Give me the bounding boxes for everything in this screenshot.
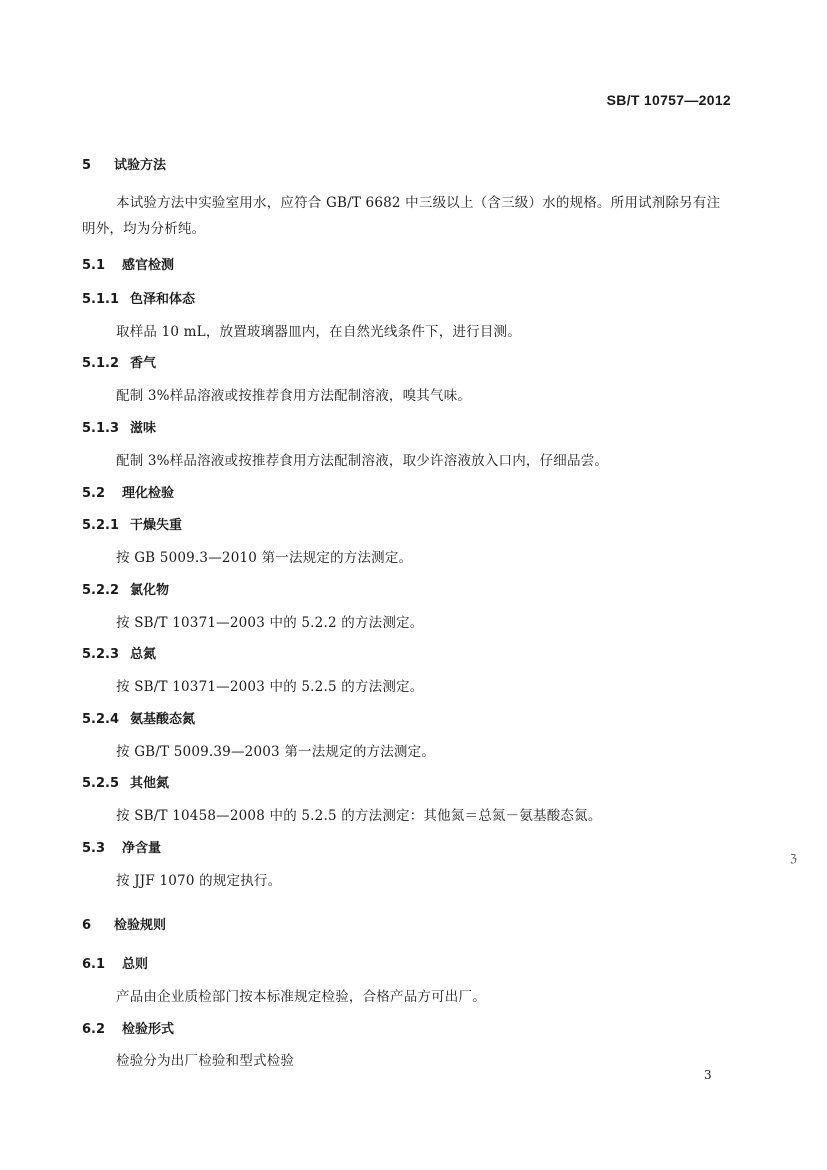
section-number: 6.2 (82, 1022, 106, 1037)
section-5-1-1-heading (82, 288, 195, 307)
section-5-2-4-text: 按 GB/T 5009.39—2003 第一法规定的方法测定。 (116, 744, 436, 760)
section-5-2-3-text: 按 SB/T 10371—2003 中的 5.2.5 的方法测定。 (116, 679, 424, 695)
section-title: 试验方法 (114, 158, 167, 173)
section-6-heading (82, 914, 166, 933)
section-number: 6 (82, 918, 92, 933)
section-5-2-1-text: 按 GB 5009.3—2010 第一法规定的方法测定。 (116, 550, 413, 566)
section-6-2-heading (82, 1018, 174, 1037)
section-title: 理化检验 (122, 486, 175, 501)
section-5-intro (82, 190, 752, 242)
section-5-3-text: 按 JJF 1070 的规定执行。 (116, 873, 282, 889)
section-title: 净含量 (122, 841, 162, 856)
section-number: 5.1.2 (82, 356, 120, 371)
section-5-3-heading (82, 837, 161, 856)
section-number: 5.2.4 (82, 712, 120, 727)
section-5-2-4-heading (82, 708, 195, 727)
section-5-2-3-heading (82, 643, 156, 662)
scan-margin-mark: ℨ (790, 852, 797, 865)
section-number: 5.3 (82, 841, 106, 856)
section-number: 5.1.1 (82, 292, 120, 307)
section-5-2-5-heading (82, 772, 169, 791)
section-5-1-2-heading (82, 352, 156, 371)
intro-line-2: 明外，均为分析纯。 (82, 221, 206, 237)
section-number: 5.2.3 (82, 647, 120, 662)
section-number: 6.1 (82, 957, 106, 972)
section-number: 5.1 (82, 258, 106, 273)
section-5-1-3-heading (82, 417, 156, 436)
section-5-1-heading (82, 254, 174, 273)
section-title: 香气 (130, 356, 157, 371)
section-number: 5.2 (82, 486, 106, 501)
section-title: 色泽和体态 (130, 292, 196, 307)
section-title: 氯化物 (130, 583, 170, 598)
section-number: 5.2.2 (82, 583, 120, 598)
section-5-1-2-text: 配制 3%样品溶液或按推荐食用方法配制溶液，嗅其气味。 (116, 388, 472, 404)
section-title: 氨基酸态氮 (130, 712, 196, 727)
section-6-1-text: 产品由企业质检部门按本标准规定检验，合格产品方可出厂。 (116, 989, 486, 1005)
section-title: 总则 (122, 957, 149, 972)
section-5-2-heading (82, 482, 174, 501)
section-5-2-5-text: 按 SB/T 10458—2008 中的 5.2.5 的方法测定：其他氮＝总氮－氨基酸态氮。 (116, 808, 602, 824)
section-5-2-1-heading (82, 514, 182, 533)
intro-line-1: 本试验方法中实验室用水，应符合 GB/T 6682 中三级以上（含三级）水的规格。所用试剂除另有注 (116, 195, 721, 211)
section-title: 总氮 (130, 647, 157, 662)
section-5-1-1-text: 取样品 10 mL，放置玻璃器皿内，在自然光线条件下，进行目测。 (116, 324, 521, 340)
section-title: 滋味 (130, 421, 157, 436)
section-title: 感官检测 (122, 258, 175, 273)
section-5-2-2-text: 按 SB/T 10371—2003 中的 5.2.2 的方法测定。 (116, 615, 424, 631)
page-number: 3 (704, 1068, 712, 1082)
section-5-2-2-heading (82, 579, 169, 598)
section-number: 5.2.1 (82, 518, 120, 533)
section-5-heading (82, 154, 166, 173)
section-number: 5.1.3 (82, 421, 120, 436)
section-number: 5.2.5 (82, 776, 120, 791)
section-number: 5 (82, 158, 92, 173)
standard-code: SB/T 10757—2012 (606, 92, 731, 108)
section-6-1-heading (82, 953, 148, 972)
section-5-1-3-text: 配制 3%样品溶液或按推荐食用方法配制溶液，取少许溶液放入口内，仔细品尝。 (116, 453, 609, 469)
section-title: 干燥失重 (130, 518, 183, 533)
section-title: 检验规则 (114, 918, 167, 933)
section-title: 检验形式 (122, 1022, 175, 1037)
section-title: 其他氮 (130, 776, 170, 791)
section-6-2-text: 检验分为出厂检验和型式检验 (116, 1053, 295, 1069)
